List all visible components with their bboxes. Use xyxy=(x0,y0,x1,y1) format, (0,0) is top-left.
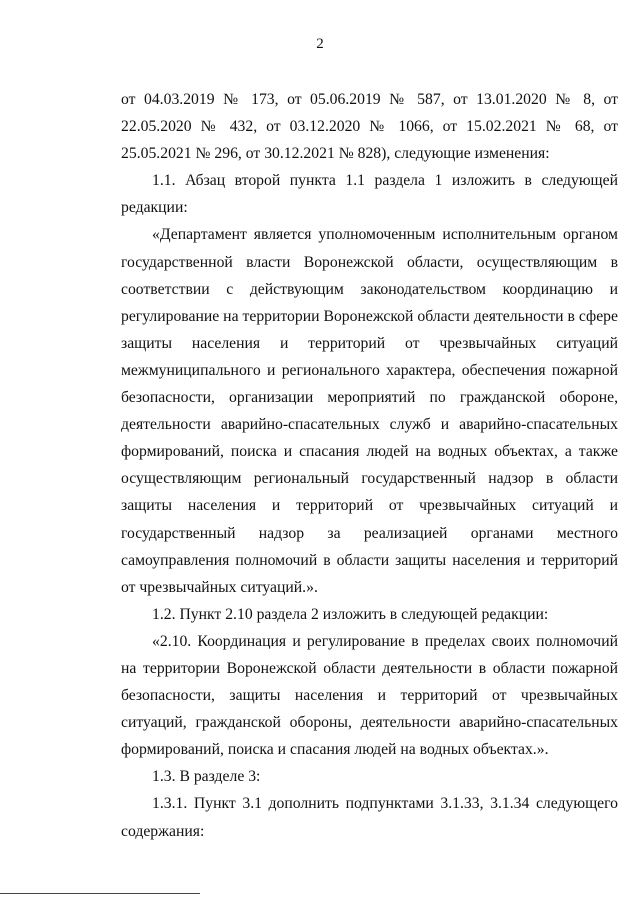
document-body xyxy=(121,86,618,845)
paragraph-1-3-1: 1.3.1. Пункт 3.1 дополнить подпунктами 3.1.33, 3.1.34 следующего содержания: xyxy=(121,795,618,840)
paragraph-amendment-list: от 04.03.2019 № 173, от 05.06.2019 № 587, от 13.01.2020 № 8, от 22.05.2020 № 432, от 03.12.2020 № 1066, от 15.02.2021 № 68, от 25.05.2021 № 296, от 30.12.2021 № 828), следующие изменения: xyxy=(121,91,618,163)
paragraph-department-definition: «Департамент является уполномоченным исполнительным органом государственной власти Воронежской области, осуществляющим в соответствии с действующим законодательством координацию и регулирование на территории Воронежской области деятельности в сфере защиты населения и территорий от чрезвычайных ситуаций межмуниципального и регионального характера, обеспечения пожарной безопасности, организации мероприятий по гражданской обороне, деятельности аварийно-спасательных служб и аварийно-спасательных формирований, поиска и спасания людей на водных объектах, а также осуществляющим региональный государственный надзор в области защиты населения и территорий от чрезвычайных ситуаций и государственный надзор за реализацией органами местного самоуправления полномочий в области защиты населения и территорий от чрезвычайных ситуаций.». xyxy=(121,226,618,596)
page-number: 2 xyxy=(316,36,324,52)
paragraph-2-10: «2.10. Координация и регулирование в пределах своих полномочий на территории Воронежской области деятельности в области пожарной безопасности, защиты населения и территорий от чрезвычайных ситуаций, гражданской обороны, деятельности аварийно-спасательных формирований, поиска и спасания людей на водных объектах.». xyxy=(121,632,618,759)
paragraph-1-2: 1.2. Пункт 2.10 раздела 2 изложить в следующей редакции: xyxy=(152,605,549,623)
paragraph-1-3: 1.3. В разделе 3: xyxy=(152,768,261,786)
footer-rule xyxy=(0,893,200,894)
paragraph-1-1: 1.1. Абзац второй пункта 1.1 раздела 1 изложить в следующей редакции: xyxy=(121,172,618,217)
